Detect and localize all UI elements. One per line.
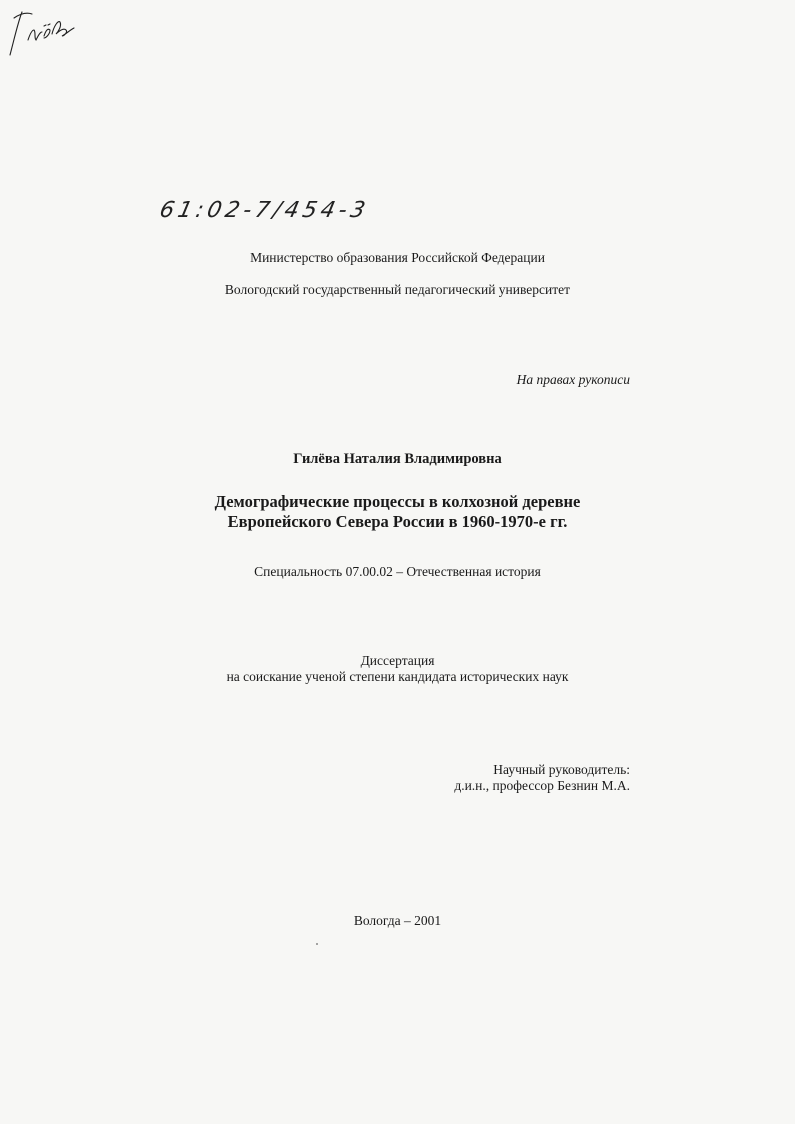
degree-line: на соискание ученой степени кандидата исторических наук: [226, 669, 569, 684]
author-name: Гилёва Наталия Владимировна: [293, 451, 502, 467]
ministry-line: Министерство образования Российской Федерации: [250, 250, 545, 265]
advisor-name: д.и.н., профессор Безнин М.А.: [454, 778, 630, 793]
advisor-label: Научный руководитель:: [493, 762, 630, 777]
manuscript-note: На правах рукописи: [516, 372, 630, 387]
thesis-title-line-2: Европейского Севера России в 1960-1970-е гг.: [227, 512, 568, 531]
work-type: Диссертация: [360, 653, 435, 668]
thesis-title-line-1: Демографические процессы в колхозной деревне: [214, 492, 581, 511]
place-year: Вологда – 2001: [353, 913, 442, 928]
specialty-line: Специальность 07.00.02 – Отечественная история: [254, 564, 541, 579]
scan-speck: [316, 943, 318, 945]
university-line: Вологодский государственный педагогический университет: [224, 282, 571, 297]
catalog-number-handwritten: 61:02-7/454-3: [157, 198, 372, 223]
signature-handwritten: [0, 0, 80, 60]
